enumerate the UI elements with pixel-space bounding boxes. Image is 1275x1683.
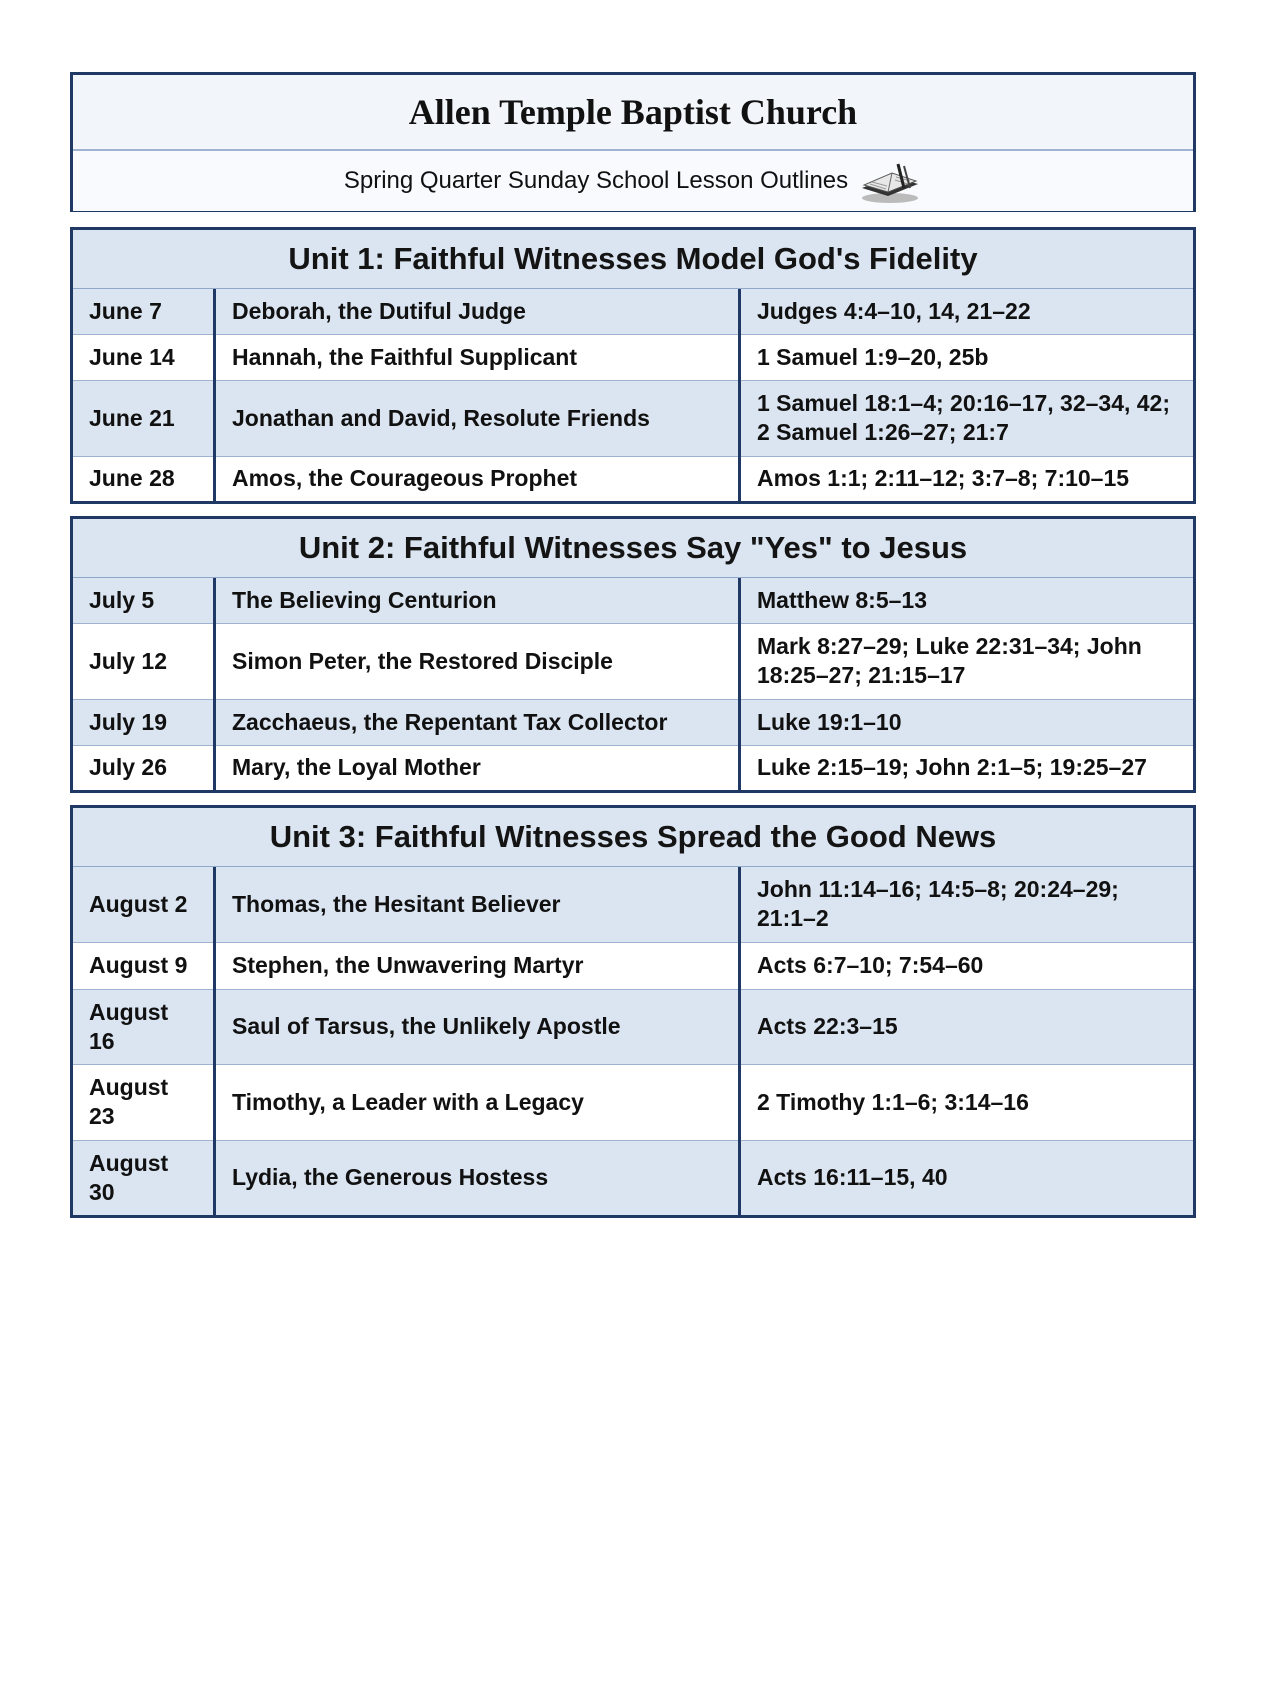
lesson-date: August 30: [73, 1140, 215, 1215]
table-row: [73, 989, 1193, 1064]
page-subtitle-row: [73, 151, 1193, 211]
page-subtitle: Spring Quarter Sunday School Lesson Outlines: [343, 167, 849, 194]
lesson-scripture: Acts 6:7–10; 7:54–60: [740, 942, 1194, 989]
unit-title: Unit 1: Faithful Witnesses Model God's Fidelity: [73, 230, 1193, 289]
lesson-date: July 26: [73, 745, 215, 790]
lesson-scripture: Luke 2:15–19; John 2:1–5; 19:25–27: [740, 745, 1194, 790]
table-row: [73, 1064, 1193, 1140]
lesson-date: July 12: [73, 623, 215, 699]
lesson-scripture: Amos 1:1; 2:11–12; 3:7–8; 7:10–15: [740, 456, 1194, 501]
table-row: [73, 1140, 1193, 1215]
lesson-title: Timothy, a Leader with a Legacy: [215, 1064, 740, 1140]
lesson-title: Thomas, the Hesitant Believer: [215, 867, 740, 942]
lesson-title: Jonathan and David, Resolute Friends: [215, 380, 740, 456]
lesson-title: Saul of Tarsus, the Unlikely Apostle: [215, 989, 740, 1064]
lesson-title: Amos, the Courageous Prophet: [215, 456, 740, 501]
lesson-title: Zacchaeus, the Repentant Tax Collector: [215, 699, 740, 745]
table-row: [73, 289, 1193, 334]
table-row: [73, 867, 1193, 942]
unit-title: Unit 3: Faithful Witnesses Spread the Good News: [73, 808, 1193, 867]
lesson-table: [73, 867, 1193, 1215]
unit-1-table: [70, 227, 1196, 504]
unit-3-table: [70, 805, 1196, 1218]
lesson-date: June 28: [73, 456, 215, 501]
lesson-table: [73, 289, 1193, 501]
lesson-title: Mary, the Loyal Mother: [215, 745, 740, 790]
lesson-date: August 23: [73, 1064, 215, 1140]
lesson-date: August 2: [73, 867, 215, 942]
lesson-scripture: Luke 19:1–10: [740, 699, 1194, 745]
lesson-title: Lydia, the Generous Hostess: [215, 1140, 740, 1215]
lesson-scripture: 1 Samuel 18:1–4; 20:16–17, 32–34, 42; 2 Samuel 1:26–27; 21:7: [740, 380, 1194, 456]
lesson-date: June 7: [73, 289, 215, 334]
table-row: [73, 578, 1193, 623]
lesson-scripture: Acts 22:3–15: [740, 989, 1194, 1064]
bible-icon: [858, 158, 922, 204]
lesson-scripture: Mark 8:27–29; Luke 22:31–34; John 18:25–27; 21:15–17: [740, 623, 1194, 699]
lesson-scripture: John 11:14–16; 14:5–8; 20:24–29; 21:1–2: [740, 867, 1194, 942]
lesson-title: Hannah, the Faithful Supplicant: [215, 334, 740, 380]
lesson-title: Deborah, the Dutiful Judge: [215, 289, 740, 334]
lesson-title: Simon Peter, the Restored Disciple: [215, 623, 740, 699]
lesson-date: July 19: [73, 699, 215, 745]
lesson-scripture: Matthew 8:5–13: [740, 578, 1194, 623]
lesson-scripture: 2 Timothy 1:1–6; 3:14–16: [740, 1064, 1194, 1140]
header-box: [70, 72, 1196, 212]
table-row: [73, 380, 1193, 456]
table-row: [73, 623, 1193, 699]
table-row: [73, 456, 1193, 501]
unit-title: Unit 2: Faithful Witnesses Say "Yes" to Jesus: [73, 519, 1193, 578]
unit-2-table: [70, 516, 1196, 793]
lesson-scripture: Judges 4:4–10, 14, 21–22: [740, 289, 1194, 334]
lesson-date: July 5: [73, 578, 215, 623]
lesson-table: [73, 578, 1193, 790]
lesson-title: The Believing Centurion: [215, 578, 740, 623]
lesson-scripture: 1 Samuel 1:9–20, 25b: [740, 334, 1194, 380]
lesson-date: June 21: [73, 380, 215, 456]
lesson-date: June 14: [73, 334, 215, 380]
lesson-date: August 16: [73, 989, 215, 1064]
lesson-title: Stephen, the Unwavering Martyr: [215, 942, 740, 989]
page-title: Allen Temple Baptist Church: [73, 75, 1193, 151]
lesson-date: August 9: [73, 942, 215, 989]
table-row: [73, 942, 1193, 989]
table-row: [73, 699, 1193, 745]
lesson-scripture: Acts 16:11–15, 40: [740, 1140, 1194, 1215]
table-row: [73, 334, 1193, 380]
table-row: [73, 745, 1193, 790]
